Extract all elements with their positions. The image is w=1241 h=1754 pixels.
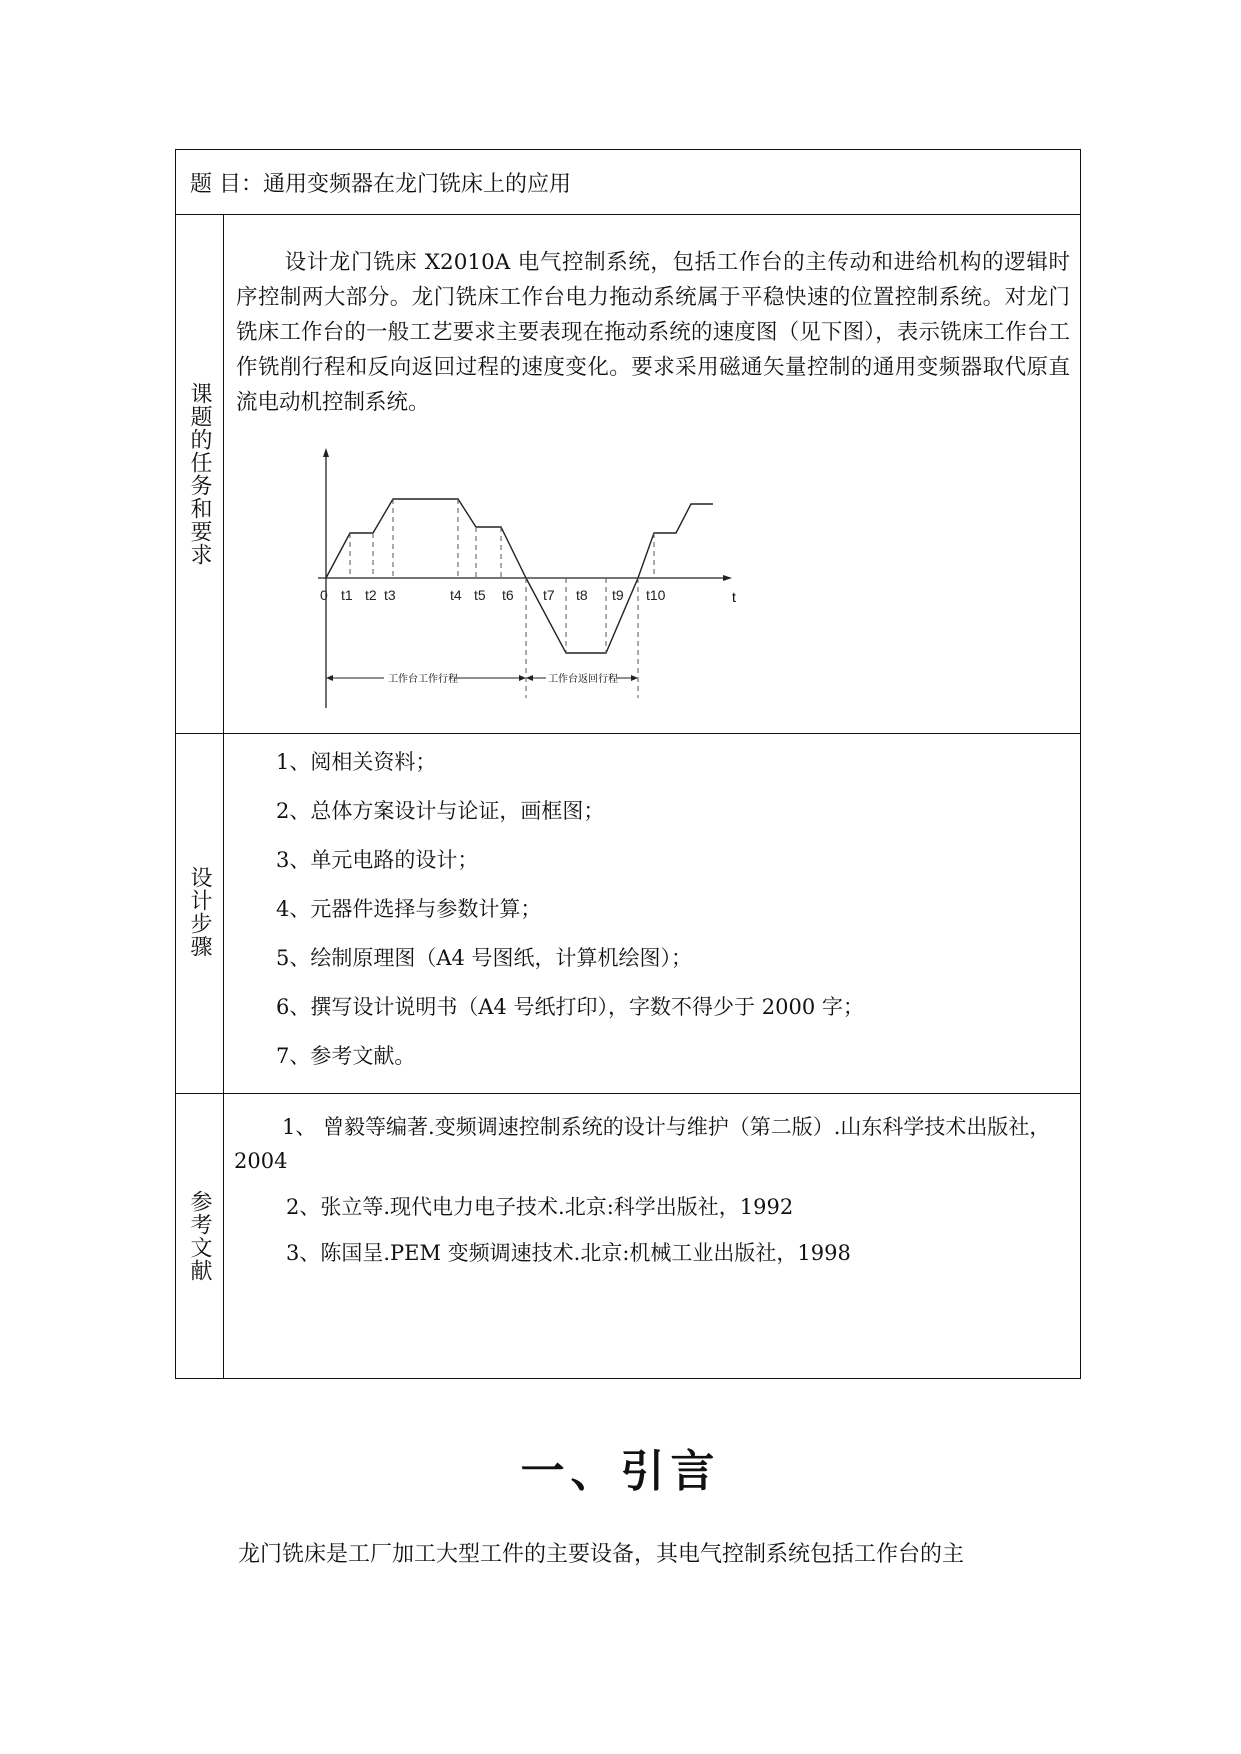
list-item: 4、元器件选择与参数计算； bbox=[276, 897, 542, 921]
tick-label: t6 bbox=[502, 587, 514, 603]
list-item: 7、参考文献。 bbox=[276, 1044, 416, 1068]
return-stroke-arrow-right bbox=[631, 675, 638, 681]
return-stroke-arrow-left bbox=[526, 675, 533, 681]
list-item: 6、撰写设计说明书（A4 号纸打印），字数不得少于 2000 字； bbox=[276, 995, 864, 1019]
y-axis-arrow bbox=[323, 448, 329, 457]
steps-content-cell bbox=[224, 734, 1081, 1094]
steps-label-text: 设计步骤 bbox=[187, 866, 212, 958]
list-item: 5、绘制原理图（A4 号图纸，计算机绘图）； bbox=[276, 946, 693, 970]
work-stroke-arrow-right bbox=[519, 675, 526, 681]
task-label bbox=[176, 215, 223, 733]
tick-label: t4 bbox=[450, 587, 462, 603]
tick-label: t2 bbox=[365, 587, 377, 603]
task-row bbox=[176, 215, 1081, 734]
body-paragraph: 龙门铣床是工厂加工大型工件的主要设备，其电气控制系统包括工作台的主 bbox=[238, 1542, 965, 1567]
return-stroke-label: 工作台返回行程 bbox=[548, 674, 618, 685]
steps-list bbox=[224, 734, 1080, 1069]
task-description bbox=[224, 215, 1080, 420]
refs-list bbox=[224, 1094, 1080, 1270]
tick-label: 0 bbox=[320, 587, 328, 603]
x-axis-label: t bbox=[732, 589, 736, 605]
tick-label: t7 bbox=[543, 587, 555, 603]
refs-label-cell bbox=[176, 1094, 224, 1379]
speed-curve bbox=[326, 499, 713, 653]
tick-label: t9 bbox=[612, 587, 624, 603]
x-axis-arrow bbox=[723, 575, 732, 581]
list-item: 2、总体方案设计与论证，画框图； bbox=[276, 799, 605, 823]
steps-label bbox=[176, 734, 223, 1090]
task-label-cell bbox=[176, 215, 224, 734]
list-item: 3、单元电路的设计； bbox=[276, 848, 479, 872]
tick-label: t5 bbox=[474, 587, 486, 603]
refs-label bbox=[176, 1094, 223, 1378]
assignment-table bbox=[175, 149, 1081, 1379]
speed-chart bbox=[296, 448, 796, 728]
title-row bbox=[176, 150, 1081, 215]
work-stroke-arrow-left bbox=[326, 675, 333, 681]
speed-chart-svg bbox=[296, 448, 796, 728]
refs-content-cell bbox=[224, 1094, 1081, 1379]
assignment-title: 题 目：通用变频器在龙门铣床上的应用 bbox=[190, 171, 571, 197]
task-content-cell bbox=[224, 215, 1081, 734]
title-cell bbox=[176, 150, 1081, 215]
reference-item: 3、陈国呈.PEM 变频调速技术.北京:机械工业出版社，1998 bbox=[286, 1241, 851, 1265]
reference-item: 1、 曾毅等编著.变频调速控制系统的设计与维护（第二版）.山东科学技术出版社，2004 bbox=[234, 1115, 1051, 1173]
work-stroke-label: 工作台工作行程 bbox=[388, 674, 458, 685]
steps-label-cell bbox=[176, 734, 224, 1094]
refs-row bbox=[176, 1094, 1081, 1379]
list-item: 1、阅相关资料； bbox=[276, 750, 437, 774]
tick-label: t3 bbox=[384, 587, 396, 603]
refs-label-text: 参考文献 bbox=[187, 1190, 212, 1282]
task-description-text: 设计龙门铣床 X2010A 电气控制系统，包括工作台的主传动和进给机构的逻辑时序控制两大部分。龙门铣床工作台电力拖动系统属于平稳快速的位置控制系统。对龙门铣床工作台的一般工艺要求主要表现在拖动系统的速度图（见下图），表示铣床工作台工作铣削行程和反向返回过程的速度变化。要求采用磁通矢量控制的通用变频器取代原直流电动机控制系统。 bbox=[236, 250, 1070, 415]
tick-label: t8 bbox=[576, 587, 588, 603]
x-tick-labels bbox=[320, 587, 666, 603]
tick-label: t10 bbox=[646, 587, 666, 603]
steps-row bbox=[176, 734, 1081, 1094]
tick-label: t1 bbox=[341, 587, 353, 603]
section-heading: 一、引言 bbox=[520, 1446, 721, 1497]
task-label-text: 课题的任务和要求 bbox=[187, 382, 212, 566]
reference-item: 2、张立等.现代电力电子技术.北京:科学出版社，1992 bbox=[286, 1195, 794, 1219]
